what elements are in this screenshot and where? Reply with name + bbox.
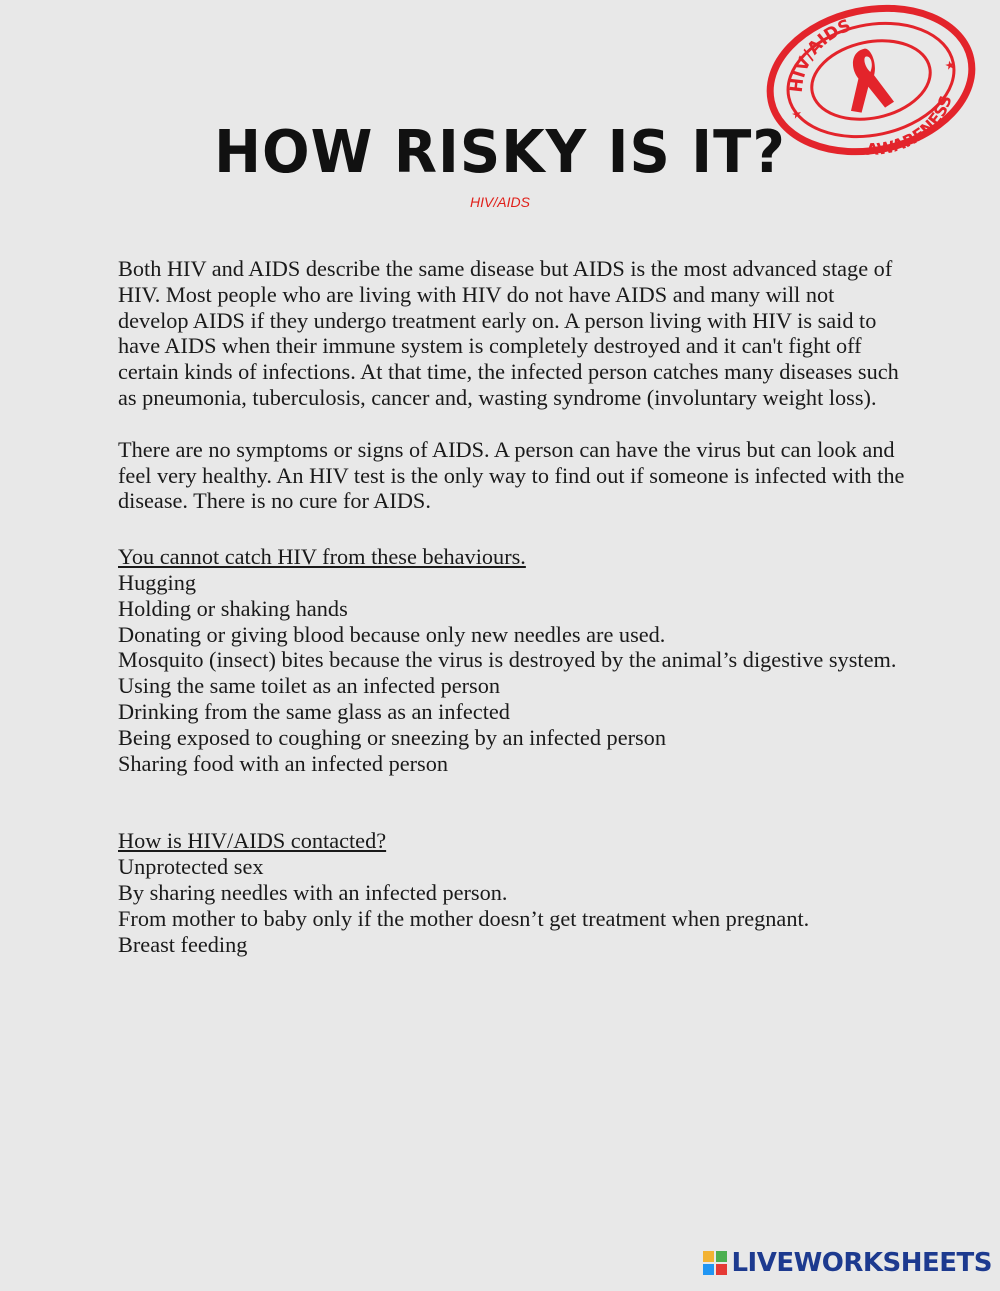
list-item: From mother to baby only if the mother doesn’t get treatment when pregnant. — [118, 905, 810, 931]
page-subtitle: HIV/AIDS — [470, 194, 530, 210]
list-item: Using the same toilet as an infected person — [118, 673, 501, 699]
list-item: Breast feeding — [118, 931, 248, 957]
list-item: Being exposed to coughing or sneezing by an infected person — [118, 724, 666, 750]
intro-paragraph: Both HIV and AIDS describe the same disease but AIDS is the most advanced stage of HIV. Most people who are living with HIV do not have AIDS and many will not develop AIDS if they undergo treatment early on. A person living with HIV is said to have AIDS when their immune system is completely destroyed and it can't fight off certain kinds of infections. At that time, the infected person catches many diseases such as pneumonia, tuberculosis, cancer and, wasting syndrome (involuntary weight loss). — [118, 256, 899, 410]
stamp-bottom-text: AWARENESS — [865, 93, 956, 156]
page-title: HOW RISKY IS IT? — [214, 118, 786, 187]
list-item: Donating or giving blood because only new needles are used. — [118, 621, 666, 647]
list-item: Drinking from the same glass as an infected — [118, 698, 510, 724]
liveworksheets-logo-icon — [703, 1251, 727, 1275]
brand-name: LIVEWORKSHEETS — [731, 1248, 992, 1278]
symptoms-paragraph: There are no symptoms or signs of AIDS. A person can have the virus but can look and feel very healthy. An HIV test is the only way to find out if someone is infected with the disease. There is no cure for AIDS. — [118, 436, 905, 514]
section-heading-cannot-catch: You cannot catch HIV from these behaviours. — [118, 544, 526, 570]
worksheet-body — [118, 256, 908, 957]
list-item: Unprotected sex — [118, 854, 264, 880]
list-item: By sharing needles with an infected person. — [118, 879, 508, 905]
section-heading-how-contracted: How is HIV/AIDS contacted? — [118, 828, 387, 854]
red-ribbon-icon — [839, 45, 895, 115]
svg-text:★: ★ — [790, 106, 804, 123]
liveworksheets-brand[interactable] — [703, 1247, 992, 1279]
list-item: Mosquito (insect) bites because the virus is destroyed by the animal’s digestive system. — [118, 647, 897, 673]
stamp-top-text: HIV/AIDS — [786, 15, 854, 94]
list-item: Holding or shaking hands — [118, 595, 348, 621]
svg-text:★: ★ — [943, 57, 957, 74]
list-item: Sharing food with an infected person — [118, 750, 449, 776]
list-item: Hugging — [118, 569, 197, 595]
